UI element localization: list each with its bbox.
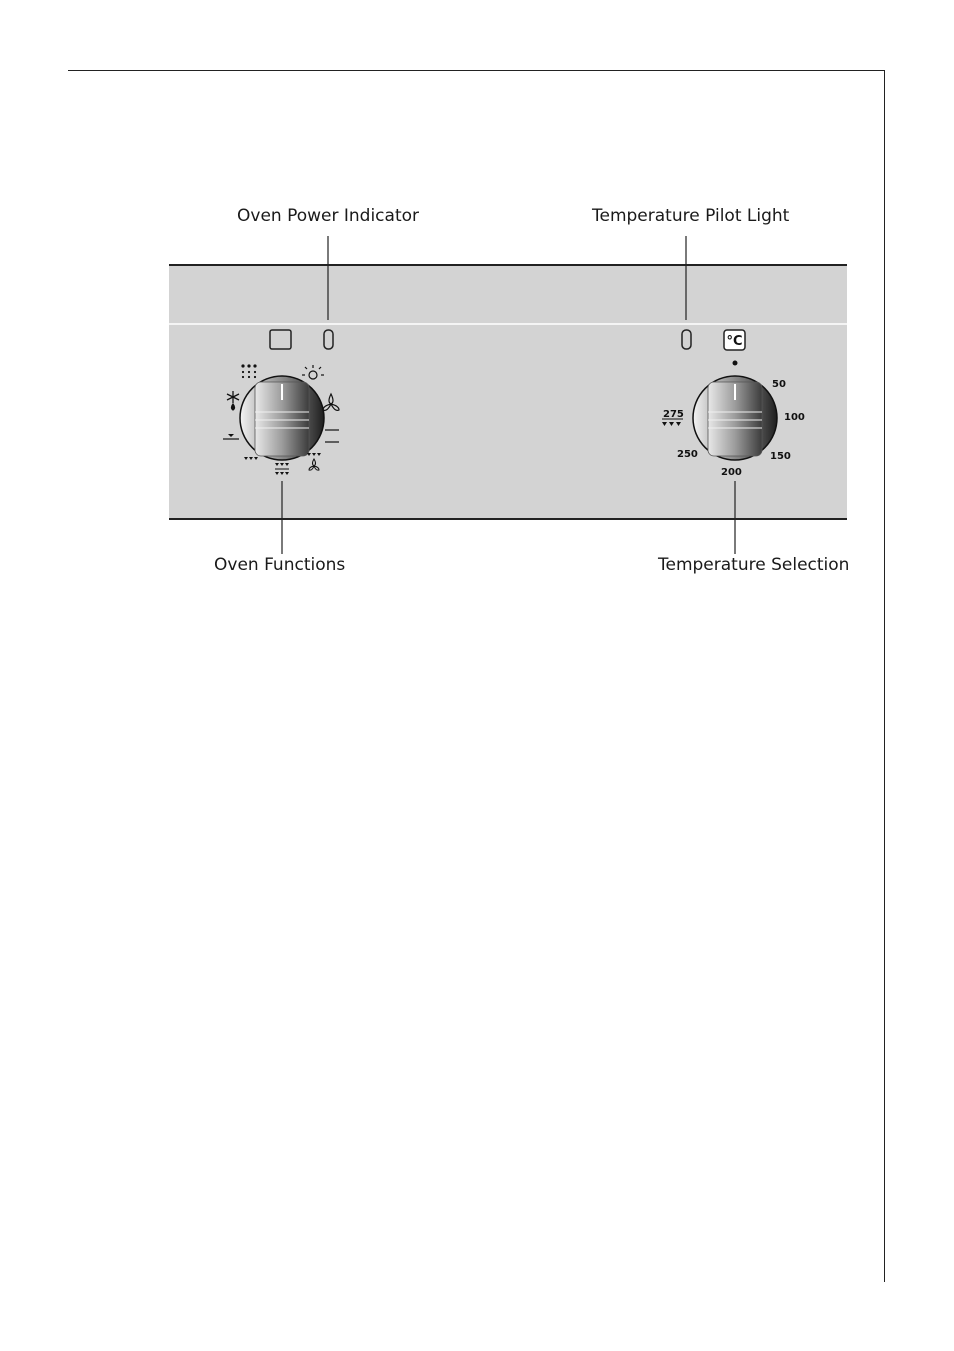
label-oven-power-indicator: Oven Power Indicator (237, 206, 420, 226)
grill-elements-left-icon (244, 457, 258, 460)
label-oven-functions: Oven Functions (214, 555, 346, 575)
temp-mark-150: 150 (770, 451, 791, 462)
temperature-selection-knob[interactable] (693, 376, 777, 460)
off-position-dot (733, 361, 738, 366)
temp-mark-100: 100 (784, 412, 805, 423)
temp-mark-200: 200 (721, 467, 742, 478)
double-grill-icon (275, 463, 289, 475)
label-temperature-pilot-light: Temperature Pilot Light (592, 206, 790, 226)
celsius-symbol: °C (726, 334, 743, 349)
oven-functions-knob[interactable] (240, 376, 324, 460)
label-temperature-selection: Temperature Selection (658, 555, 850, 575)
temp-mark-50: 50 (772, 379, 786, 390)
temp-mark-275: 275 (663, 409, 684, 420)
temp-mark-250: 250 (677, 449, 698, 460)
